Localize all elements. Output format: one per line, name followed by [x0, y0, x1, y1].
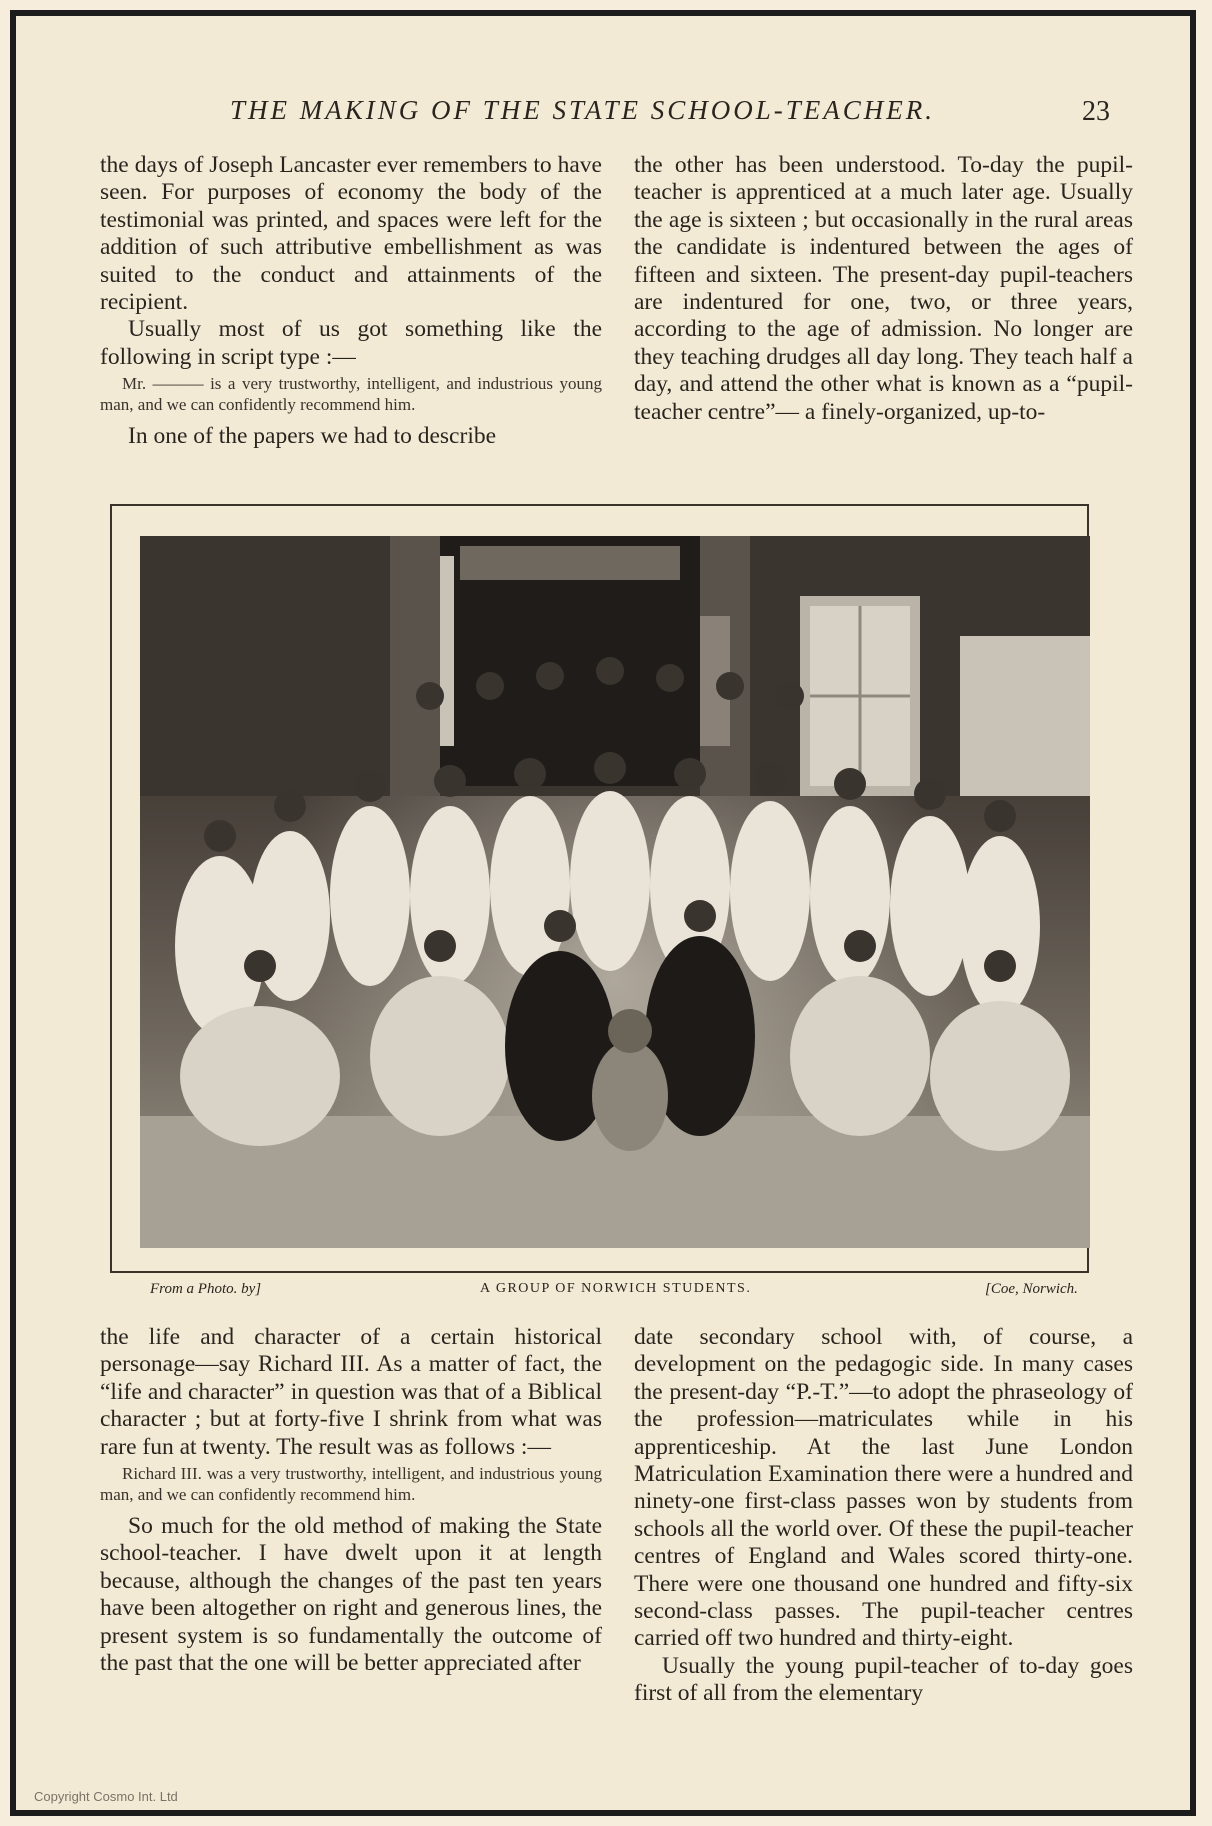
- column-bottom-left: [100, 1324, 602, 1677]
- column-bottom-right: [634, 1324, 1133, 1708]
- group-photograph-illustration: [140, 536, 1090, 1248]
- paragraph: Usually the young pupil-teacher of to-day goes first of all from the elementary: [634, 1652, 1133, 1707]
- paragraph: Usually most of us got something like the following in script type :—: [100, 316, 602, 370]
- paragraph: date secondary school with, of course, a development on the pedagogic side. In many cases the present-day “P.-T.”—to adopt the phraseology of the profession—matriculates while in his apprenticeship. At the last June London Matriculation Examination there were a hundred and ninety-one first-class passes won by students from schools all the world over. Of these the pupil-teacher centres of England and Wales scored thirty-one. There were one thousand one hundred and fifty-six second-class passes. The pupil-teacher centres carried off two hundred and thirty-eight.: [634, 1324, 1133, 1652]
- running-header: THE MAKING OF THE STATE SCHOOL-TEACHER.: [230, 95, 936, 125]
- testimonial-quote: Mr. ——— is a very trustworthy, intelligent, and industrious young man, and we can confidently recommend him.: [100, 374, 602, 415]
- photo-caption: A GROUP OF NORWICH STUDENTS.: [480, 1281, 752, 1296]
- page-number: 23: [1082, 96, 1110, 127]
- paragraph: the days of Joseph Lancaster ever remembers to have seen. For purposes of economy the body of the testimonial was printed, and spaces were left for the addition of such attributive embellishment as was suited to the conduct and attainments of the recipient.: [100, 152, 602, 316]
- paragraph: the other has been understood. To-day the pupil-teacher is apprenticed at a much later age. Usually the age is sixteen ; but occasionally in the rural areas the candidate is indentured between the ages of fifteen and sixteen. The present-day pupil-teachers are indentured for one, two, or three years, according to the age of admission. No longer are they teaching drudges all day long. They teach half a day, and attend the other what is known as a “pupil-teacher centre”— a finely-organized, up-to-: [634, 152, 1133, 425]
- photo-credit-right: [Coe, Norwich.: [985, 1281, 1078, 1297]
- testimonial-quote: Richard III. was a very trustworthy, intelligent, and industrious young man, and we can confidently recommend him.: [100, 1464, 602, 1505]
- copyright-watermark: Copyright Cosmo Int. Ltd: [34, 1789, 178, 1804]
- group-photograph: [140, 536, 1090, 1248]
- paragraph: So much for the old method of making the State school-teacher. I have dwelt upon it at length because, although the changes of the past ten years have been altogether on right and generous lines, the present system is so fundamentally the outcome of the past that the one will be better appreciated after: [100, 1513, 602, 1677]
- column-top-right: [634, 152, 1133, 426]
- column-top-left: [100, 152, 602, 451]
- photo-credit-left: From a Photo. by]: [150, 1281, 262, 1297]
- paragraph: the life and character of a certain historical personage—say Richard III. As a matter of fact, the “life and character” in question was that of a Biblical character ; but at forty-five I shrink from what was rare fun at twenty. The result was as follows :—: [100, 1324, 602, 1460]
- paragraph: In one of the papers we had to describe: [128, 423, 497, 450]
